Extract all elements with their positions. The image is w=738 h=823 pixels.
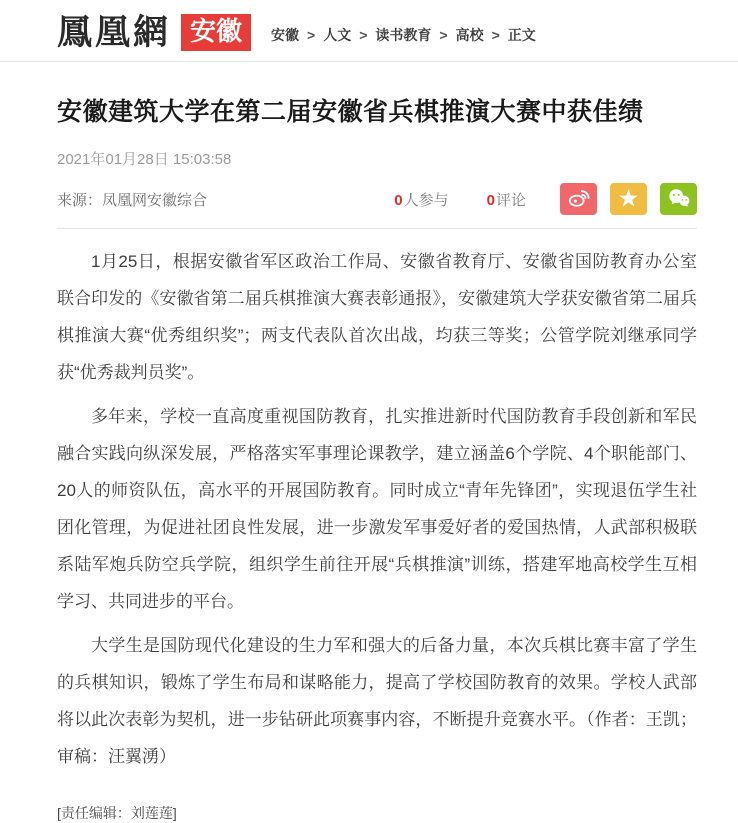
star-icon: ★ [618,188,639,211]
site-logo[interactable]: 鳳凰網 [57,12,172,52]
breadcrumb-item-zhengwen[interactable]: 正文 [507,27,536,44]
favorite-share-button[interactable] [610,183,647,215]
participation-count: 0 [394,191,403,209]
breadcrumb-separator: > [439,27,448,44]
article-meta [57,148,697,229]
paragraph-2: 多年来，学校一直高度重视国防教育，扎实推进新时代国防教育手段创新和军民融合实践向纵深发展，严格落实军事理论课教学，建立涵盖6个学院、4个职能部门、20人的师资队伍，高水平的开展国防教育。同时成立“青年先锋团”，实现退伍学生社团化管理，为促进社团良性发展，进一步激发军事爱好者的爱国热情，人武部积极联系陆军炮兵防空兵学院，组织学生前往开展“兵棋推演”训练，搭建军地高校学生互相学习、共同进步的平台。 [57,407,697,612]
comments-link[interactable] [487,189,526,210]
breadcrumb-item-gaoxiao[interactable]: 高校 [455,27,484,44]
comment-count: 0 [486,191,495,209]
share-buttons [560,183,697,215]
breadcrumb-separator: > [307,27,316,44]
paragraph-1: 1月25日，根据安徽省军区政治工作局、安徽省教育厅、安徽省国防教育办公室联合印发的《安徽省第二届兵棋推演大赛表彰通报》，安徽建筑大学获安徽省第二届兵棋推演大赛“优秀组织奖”；两支代表队首次出战，均获三等奖；公管学院刘继承同学获“优秀裁判员奖”。 [57,252,697,383]
breadcrumb-item-anhui[interactable]: 安徽 [271,27,300,44]
publish-date: 2021年01月28日 15:03:58 [57,151,232,169]
wechat-icon [667,188,691,211]
article-source: 来源：凤凰网安徽综合 [57,191,208,209]
engagement-stats [394,189,526,210]
article-content [0,96,738,823]
editor-note: [责任编辑：刘莲莲] [57,805,177,822]
breadcrumb [271,19,536,45]
weibo-icon [568,188,590,211]
region-badge[interactable]: 安徽 [181,14,251,51]
meta-divider [57,228,697,229]
participation-link[interactable] [394,189,448,210]
breadcrumb-separator: > [491,27,500,44]
meta-row [57,183,697,215]
weibo-share-button[interactable] [560,183,597,215]
breadcrumb-item-dushujiaoyu[interactable]: 读书教育 [375,27,432,44]
wechat-share-button[interactable] [660,183,697,215]
article-body [57,243,697,775]
participation-label: 人参与 [403,191,449,209]
paragraph-3: 大学生是国防现代化建设的生力军和强大的后备力量，本次兵棋比赛丰富了学生的兵棋知识，锻炼了学生布局和谋略能力，提高了学校国防教育的效果。学校人武部将以此次表彰为契机，进一步钻研此项赛事内容，不断提升竞赛水平。（作者：王凯；审稿：汪翼湧） [57,636,697,767]
article-title: 安徽建筑大学在第二届安徽省兵棋推演大赛中获佳绩 [57,97,644,126]
breadcrumb-item-renwen[interactable]: 人文 [323,27,352,44]
breadcrumb-separator: > [359,27,368,44]
comment-label: 评论 [495,191,526,209]
site-header [0,0,738,62]
